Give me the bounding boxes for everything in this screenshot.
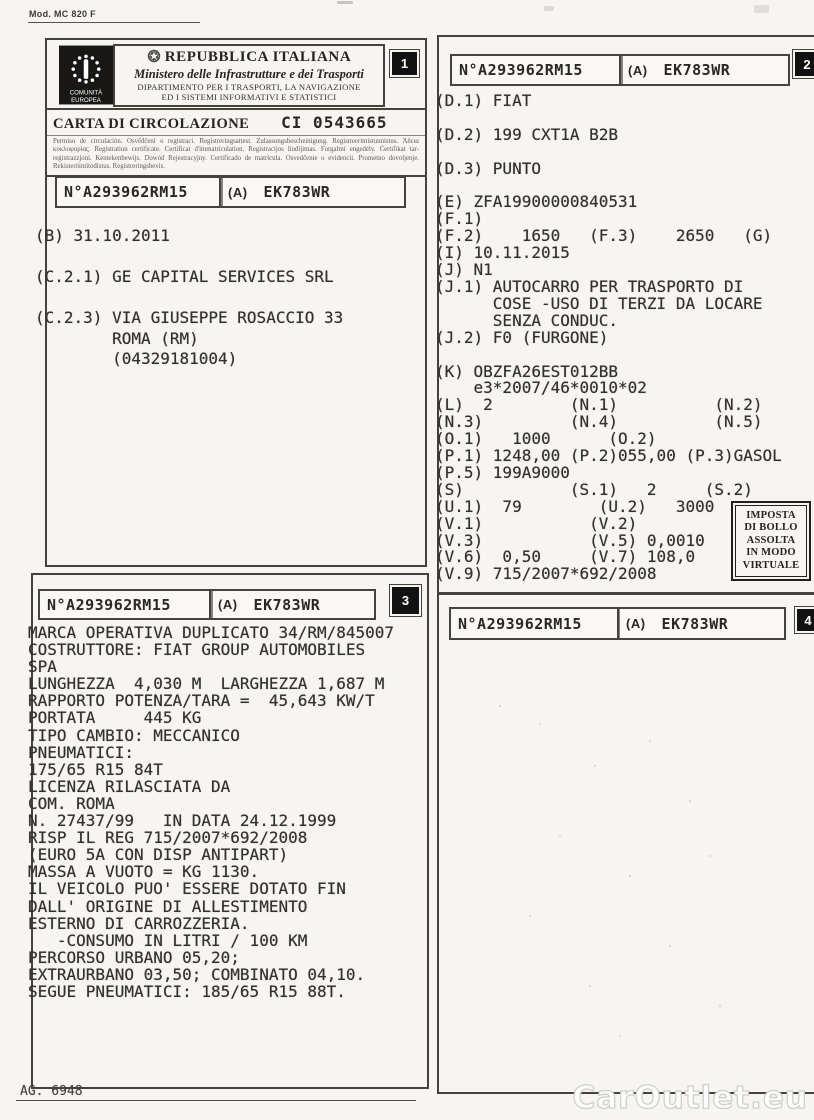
document-title-row xyxy=(47,110,425,136)
document-serial-number: CI 0543665 xyxy=(281,113,388,132)
text-line: SENZA CONDUC. xyxy=(435,310,619,330)
text-line: (V.1) (V.2) xyxy=(435,513,638,533)
country-title xyxy=(115,49,383,66)
text-line: ASSOLTA xyxy=(746,534,796,546)
text-line: (J.1) AUTOCARRO PER TRASPORTO DI xyxy=(435,276,744,296)
text-line: VIRTUALE xyxy=(742,559,800,571)
country-title-text: REPUBBLICA ITALIANA xyxy=(164,49,352,65)
text-line: (S) (S.1) 2 (S.2) xyxy=(435,479,753,499)
text-line: e3*2007/46*0010*02 xyxy=(435,378,647,398)
scan-speck xyxy=(754,5,769,13)
text-line: (D.1) FIAT xyxy=(435,91,532,110)
registration-number: N°A293962RM15 xyxy=(64,183,188,201)
page3-panel xyxy=(28,573,429,1089)
caroutlet-watermark: CarOutlet.eu xyxy=(572,1080,808,1116)
svg-text:EUROPEA: EUROPEA xyxy=(71,97,101,104)
plate-number-box xyxy=(219,176,406,208)
multilingual-fineprint: Permiso de circulación. Osvědčení o registraci. Registreringsattest. Zulassungsbescheinigung. Registreerimistunnistus. Άδεια κυκλοφορίας. Registration certificate. Certificat d'immatriculation. Registracijos liudijimas. Forgalmi engedély. Ċertifikat tar-reġistrazzjoni. Kentekenbewijs. Dowód Rejestracyjny. Certificado de matrícula. Osvedčenie o evidencii. Prometno dovoljenje. Rekisteröintitodistus. Registreringsbevis. xyxy=(53,138,419,171)
text-line: (J.2) F0 (FURGONE) xyxy=(435,327,609,347)
text-line: -CONSUMO IN LITRI / 100 KM xyxy=(28,930,308,950)
document-title: CARTA DI CIRCOLAZIONE xyxy=(53,116,250,132)
text-line: (O.1) 1000 (O.2) xyxy=(435,429,657,449)
text-line: PNEUMATICI: xyxy=(28,742,134,762)
tax-stamp-box xyxy=(731,501,811,581)
form-model-underline xyxy=(28,22,200,23)
text-line: N. 27437/99 IN DATA 24.12.1999 xyxy=(28,811,337,831)
text-line: (04329181004) xyxy=(35,349,238,368)
text-line: MASSA A VUOTO = KG 1130. xyxy=(28,862,260,882)
text-line: (L) 2 (N.1) (N.2) xyxy=(435,395,763,415)
text-line: RISP IL REG 715/2007*692/2008 xyxy=(28,828,308,848)
registration-number-box xyxy=(449,607,620,640)
text-line: (C.2.3) VIA GIUSEPPE ROSACCIO 33 xyxy=(35,308,344,327)
plate-number-box xyxy=(617,607,786,640)
page-number-badge-3: 3 xyxy=(392,587,419,614)
scan-speck xyxy=(544,6,554,11)
text-line: (N.3) (N.4) (N.5) xyxy=(435,412,763,432)
text-line: (V.6) 0,50 (V.7) 108,0 xyxy=(435,547,696,567)
text-line: ESTERNO DI CARROZZERIA. xyxy=(28,913,250,933)
text-line: EXTRAURBANO 03,50; COMBINATO 04,10. xyxy=(28,964,366,984)
text-line: (B) 31.10.2011 xyxy=(35,226,170,245)
page-number-badge-2: 2 xyxy=(795,52,814,76)
scan-noise xyxy=(499,705,501,707)
page4-panel xyxy=(437,593,814,1094)
text-line: (U.1) 79 (U.2) 3000 xyxy=(435,496,715,516)
scan-speck xyxy=(337,1,353,4)
text-line: (J) N1 xyxy=(435,260,493,280)
eu-stars-icon xyxy=(59,45,113,105)
plate-key-label: (A) xyxy=(626,616,646,631)
page-number-badge-4: 4 xyxy=(797,609,814,631)
registration-number: N°A293962RM15 xyxy=(458,614,582,633)
plate-number-box xyxy=(209,589,376,620)
registration-number: N°A293962RM15 xyxy=(459,61,583,79)
text-line: PERCORSO URBANO 05,20; xyxy=(28,947,240,967)
text-line: (C.2.1) GE CAPITAL SERVICES SRL xyxy=(35,267,334,286)
registration-number-box xyxy=(38,589,213,620)
plate-number-box xyxy=(619,54,790,86)
department-line1: DIPARTIMENTO PER I TRASPORTI, LA NAVIGAZIONE xyxy=(137,82,361,92)
text-line: (V.9) 715/2007*692/2008 xyxy=(435,564,657,584)
page1-typewriter-text xyxy=(35,226,343,370)
agency-code-label: AG. 6948 xyxy=(20,1084,83,1099)
page2-typewriter-text xyxy=(435,93,782,583)
page1-panel xyxy=(35,38,427,567)
bottom-rule-line xyxy=(16,1100,416,1101)
text-line: (P.5) 199A9000 xyxy=(435,462,570,482)
ministry-header xyxy=(113,44,385,107)
text-line: IN MODO xyxy=(746,547,796,559)
form-model-label: Mod. MC 820 F xyxy=(29,9,96,19)
text-line: (E) ZFA19900000840531 xyxy=(435,192,638,212)
text-line: COSE -USO DI TERZI DA LOCARE xyxy=(435,293,763,313)
ministry-title: Ministero delle Infrastrutture e dei Trasporti xyxy=(134,67,364,81)
tax-stamp-text xyxy=(735,505,807,577)
text-line: (F.1) xyxy=(435,209,484,229)
plate-key-label: (A) xyxy=(628,62,648,78)
text-line: SEGUE PNEUMATICI: 185/65 R15 88T. xyxy=(28,981,346,1001)
text-line: LUNGHEZZA 4,030 M LARGHEZZA 1,687 M xyxy=(28,674,385,694)
text-line: (F.2) 1650 (F.3) 2650 (G) xyxy=(435,226,773,246)
text-line: IL VEICOLO PUO' ESSERE DOTATO FIN xyxy=(28,879,346,899)
text-line: MARCA OPERATIVA DUPLICATO 34/RM/845007 xyxy=(28,623,395,642)
text-line: 175/65 R15 84T xyxy=(28,759,163,779)
text-line: TIPO CAMBIO: MECCANICO xyxy=(28,725,240,745)
text-line xyxy=(435,347,782,364)
repubblica-emblem-icon xyxy=(147,49,161,63)
department-line2: ED I SISTEMI INFORMATIVI E STATISTICI xyxy=(161,92,337,102)
text-line: (D.2) 199 CXT1A B2B xyxy=(435,124,619,144)
registration-number-box xyxy=(450,54,623,86)
text-line: ROMA (RM) xyxy=(35,328,199,348)
text-line: (P.1) 1248,00 (P.2)055,00 (P.3)GASOL xyxy=(435,446,782,466)
text-line: IMPOSTA xyxy=(746,509,796,521)
text-line: LICENZA RILASCIATA DA xyxy=(28,776,231,796)
plate-number: EK783WR xyxy=(263,183,331,201)
text-line: DALL' ORIGINE DI ALLESTIMENTO xyxy=(28,896,308,916)
plate-number: EK783WR xyxy=(661,614,729,633)
text-line: RAPPORTO POTENZA/TARA = 45,643 KW/T xyxy=(28,691,375,711)
document-title-box xyxy=(45,108,427,177)
text-line: SPA xyxy=(28,657,57,677)
text-line: COSTRUTTORE: FIAT GROUP AUTOMOBILES xyxy=(28,640,366,660)
registration-number-box xyxy=(55,176,223,208)
plate-key-label: (A) xyxy=(218,597,238,612)
registration-number: N°A293962RM15 xyxy=(47,595,171,614)
eu-flag-logo xyxy=(59,45,113,110)
text-line: (K) OBZFA26EST012BB xyxy=(435,361,619,381)
plate-number: EK783WR xyxy=(253,595,321,614)
text-line: PORTATA 445 KG xyxy=(28,708,202,728)
text-line: (EURO 5A CON DISP ANTIPART) xyxy=(28,845,289,865)
text-line: DI BOLLO xyxy=(744,522,798,534)
page-number-badge-1: 1 xyxy=(392,52,417,75)
svg-text:COMUNITÀ: COMUNITÀ xyxy=(69,89,103,97)
text-line: COM. ROMA xyxy=(28,793,115,813)
plate-key-label: (A) xyxy=(228,184,248,200)
text-line: (I) 10.11.2015 xyxy=(435,243,570,263)
page3-typewriter-text xyxy=(28,624,394,1000)
plate-number: EK783WR xyxy=(663,61,731,79)
text-line xyxy=(35,247,343,268)
text-line xyxy=(35,288,343,309)
text-line: (V.3) (V.5) 0,0010 xyxy=(435,530,705,550)
text-line: (D.3) PUNTO xyxy=(435,158,541,178)
